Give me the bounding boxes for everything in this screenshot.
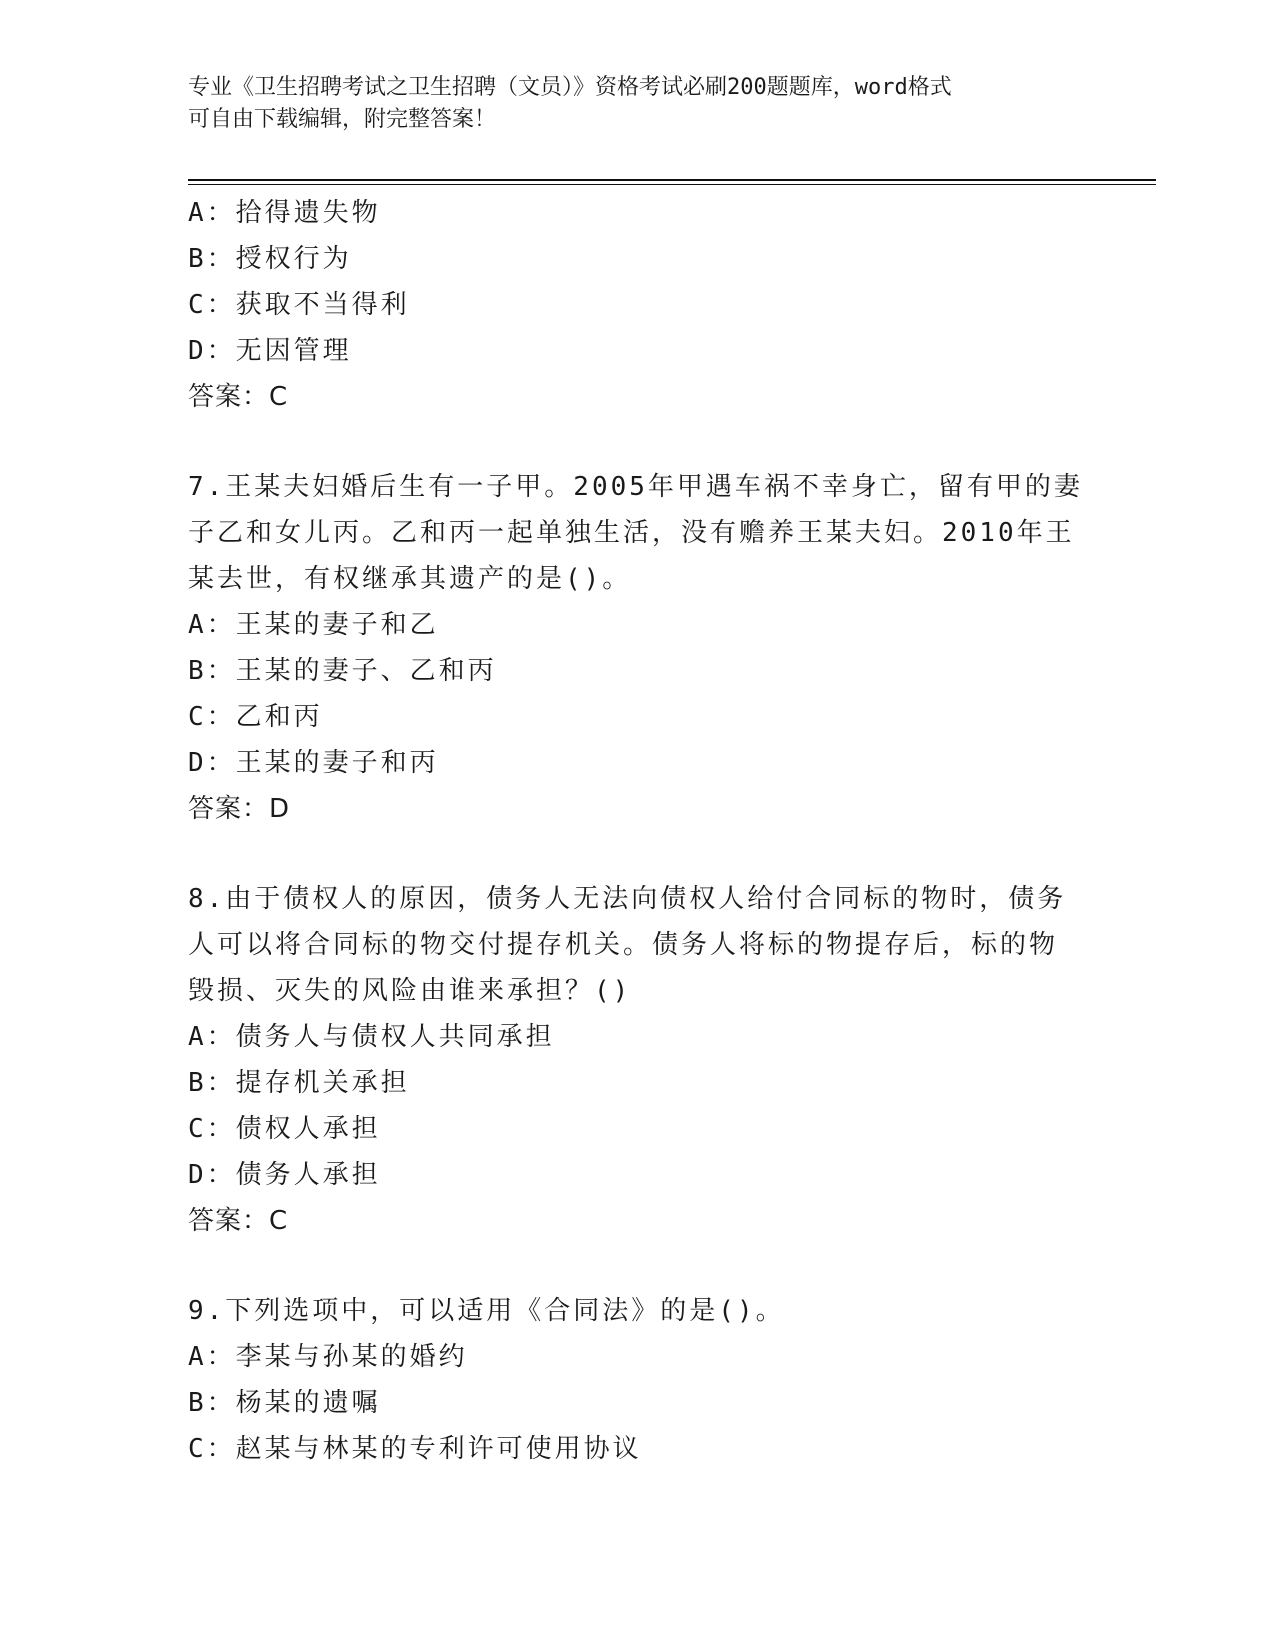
question-list [188,190,1083,1472]
option-a: A：李某与孙某的婚约 [188,1342,468,1372]
option-c: C：赵某与林某的专利许可使用协议 [188,1434,642,1464]
option-c: C：债权人承担 [188,1114,381,1144]
option-a: A：债务人与债权人共同承担 [188,1022,555,1052]
question-7-block [188,464,1083,832]
header-divider-thin [188,184,1156,185]
option-b: B：提存机关承担 [188,1068,410,1098]
question-stem-line: 人可以将合同标的物交付提存机关。债务人将标的物提存后，标的物 [188,930,1059,960]
header-divider [188,179,1156,181]
question-stem-line: 毁损、灭失的风险由谁来承担？() [188,976,632,1006]
question-stem-line: 某去世，有权继承其遗产的是()。 [188,564,632,594]
option-c: C：获取不当得利 [188,290,410,320]
header-line-2: 可自由下载编辑，附完整答案！ [188,107,497,132]
question-9-block [188,1288,1068,1472]
option-c: C：乙和丙 [188,702,323,732]
header-line-1: 专业《卫生招聘考试之卫生招聘（文员）》资格考试必刷200题题库，word格式 [188,75,952,100]
option-d: D：债务人承担 [188,1160,381,1190]
question-stem-line: 8.由于债权人的原因，债务人无法向债权人给付合同标的物时，债务 [188,884,1067,914]
option-b: B：杨某的遗嘱 [188,1388,381,1418]
option-b: B：王某的妻子、乙和丙 [188,656,497,686]
answer-line: 答案：C [188,1206,289,1236]
option-a: A：王某的妻子和乙 [188,610,439,640]
question-stem-line: 7.王某夫妇婚后生有一子甲。2005年甲遇车祸不幸身亡，留有甲的妻 [188,472,1083,502]
question-stem-line: 9.下列选项中，可以适用《合同法》的是()。 [188,1296,785,1326]
option-d: D：王某的妻子和丙 [188,748,439,778]
question-8-block [188,876,1068,1244]
option-b: B：授权行为 [188,244,352,274]
answer-line: 答案：C [188,382,289,412]
option-a: A：拾得遗失物 [188,198,381,228]
option-d: D：无因管理 [188,336,352,366]
question-stem-line: 子乙和女儿丙。乙和丙一起单独生活，没有赡养王某夫妇。2010年王 [188,518,1075,548]
answer-line: 答案：D [188,794,291,824]
document-header [188,72,1068,136]
question-6-block [188,190,1068,420]
